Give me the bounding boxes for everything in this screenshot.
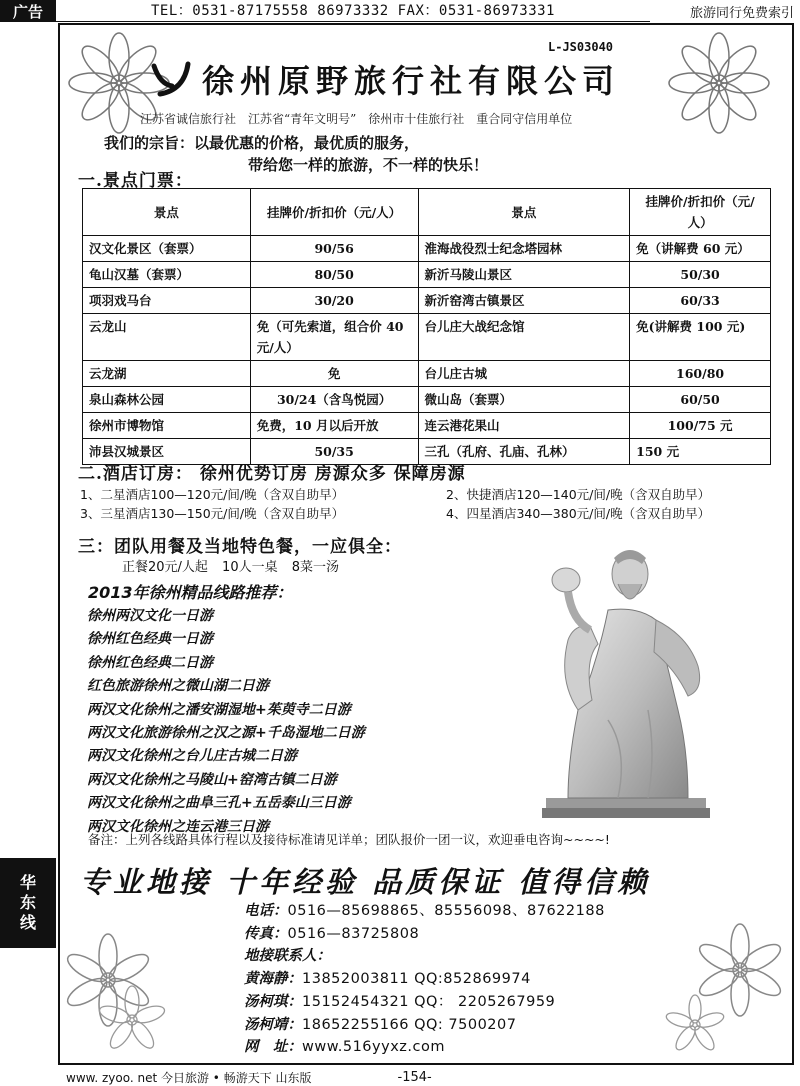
contact-phone (244, 900, 605, 923)
table-cell: 60/33 (630, 288, 771, 314)
table-cell: 徐州市博物馆 (83, 413, 251, 439)
list-item: 红色旅游徐州之微山湖二日游 (87, 678, 269, 695)
flower-icon (92, 980, 172, 1060)
list-item: 两汉文化徐州之马陵山+窑湾古镇二日游 (87, 771, 337, 788)
table-header-cell: 景点 (418, 189, 630, 236)
table-row (83, 236, 771, 262)
person-info: 13852003811 QQ:852869974 (302, 971, 531, 988)
table-cell: 台儿庄大战纪念馆 (418, 314, 630, 361)
side-tab-char: 线 (19, 913, 36, 932)
top-contact-info: TEL：0531-87175558 86973332 FAX：0531-86973331 (56, 0, 650, 22)
table-row (83, 314, 771, 361)
table-cell: 连云港花果山 (418, 413, 630, 439)
table-header-cell: 挂牌价/折扣价（元/人） (630, 189, 771, 236)
list-item: 徐州红色经典一日游 (87, 631, 213, 648)
list-item: 2、快捷酒店120—140元/间/晚（含双自助早） (446, 487, 711, 502)
table-row (83, 262, 771, 288)
company-honors: 江苏省诚信旅行社 江苏省“青年文明号” 徐州市十佳旅行社 重合同守信用单位 (140, 112, 573, 126)
section-title-tickets: 一.景点门票： (78, 171, 193, 191)
table-cell: 60/50 (630, 387, 771, 413)
side-tab-char: 华 (19, 873, 36, 892)
person-info: 15152454321 QQ： 2205267959 (302, 993, 556, 1010)
table-header-cell: 景点 (83, 189, 251, 236)
table-cell: 30/24（含鸟悦园） (250, 387, 418, 413)
ticket-price-table (82, 188, 771, 465)
table-cell: 160/80 (630, 361, 771, 387)
person-name: 汤柯琪： (244, 992, 302, 1010)
table-cell: 50/35 (250, 439, 418, 465)
table-cell: 项羽戏马台 (83, 288, 251, 314)
meals-detail: 正餐20元/人起 10人一桌 8菜一汤 (122, 560, 339, 575)
table-cell: 沛县汉城景区 (83, 439, 251, 465)
phone-value: 0516—85698865、85556098、87622188 (287, 903, 605, 919)
people-label: 地接联系人： (244, 947, 331, 965)
list-item: 两汉文化旅游徐州之汉之源+千岛湿地二日游 (87, 724, 365, 741)
table-cell: 汉文化景区（套票） (83, 236, 251, 262)
list-item: 两汉文化徐州之潘安湖湿地+茱萸寺二日游 (87, 701, 351, 718)
list-item: 徐州两汉文化一日游 (87, 608, 213, 624)
table-header-row (83, 189, 771, 236)
list-item: 1、二星酒店100—120元/间/晚（含双自助早） (80, 487, 345, 502)
table-cell: 免 (250, 361, 418, 387)
fax-value: 0516—83725808 (287, 925, 420, 942)
table-cell: 100/75 元 (630, 413, 771, 439)
table-cell: 微山岛（套票） (418, 387, 630, 413)
section-title-meals: 三：团队用餐及当地特色餐，一应俱全： (78, 537, 402, 557)
contact-person (244, 968, 605, 991)
table-cell: 台儿庄古城 (418, 361, 630, 387)
table-cell: 30/20 (250, 288, 418, 314)
route-list (87, 605, 365, 839)
contact-person (244, 1014, 605, 1037)
motto-line: 带给您一样的旅游，不一样的快乐！ (248, 156, 489, 174)
person-name: 黄海静： (244, 970, 302, 988)
table-cell: 免（可先索道，组合价 40 元/人） (250, 314, 418, 361)
person-name: 汤柯靖： (244, 1015, 302, 1033)
table-row (83, 361, 771, 387)
contact-fax (244, 923, 605, 946)
table-cell: 90/56 (250, 236, 418, 262)
web-link[interactable]: www.516yyxz.com (302, 1039, 445, 1056)
list-item: 3、三星酒店130—150元/间/晚（含双自助早） (80, 506, 345, 521)
motto-line: 我们的宗旨：以最优惠的价格，最优质的服务， (104, 134, 420, 152)
company-logo-icon (150, 60, 194, 98)
contact-web (244, 1036, 605, 1059)
table-row (83, 288, 771, 314)
table-row (83, 413, 771, 439)
flower-icon (664, 28, 774, 138)
fax-label: 传真： (244, 924, 288, 942)
flower-icon (660, 990, 730, 1060)
table-cell: 三孔（孔府、孔庙、孔林） (418, 439, 630, 465)
section-title-hotels: 二.酒店订房： 徐州优势订房 房源众多 保障房源 (78, 464, 466, 484)
person-info: 18652255166 QQ: 7500207 (302, 1016, 517, 1033)
top-bar (0, 0, 800, 22)
company-header (150, 56, 620, 102)
list-item: 两汉文化徐州之连云港三日游 (87, 818, 269, 835)
company-name: 徐州原野旅行社有限公司 (202, 62, 621, 100)
top-right-label: 旅游同行免费索引 (689, 5, 794, 21)
slogan: 专业地接 十年经验 品质保证 值得信赖 (80, 865, 651, 899)
list-item: 两汉文化徐州之曲阜三孔+五岳泰山三日游 (87, 795, 351, 812)
routes-note: 备注：上列各线路具体行程以及接待标准请见详单；团队报价一团一议，欢迎垂电咨询~~~~! (88, 832, 610, 847)
table-cell: 50/30 (630, 262, 771, 288)
table-cell: 新沂马陵山景区 (418, 262, 630, 288)
phone-label: 电话： (244, 902, 288, 919)
contact-people-label (244, 945, 605, 968)
table-cell: 云龙湖 (83, 361, 251, 387)
table-cell: 淮海战役烈士纪念塔园林 (418, 236, 630, 262)
list-item: 4、四星酒店340—380元/间/晚（含双自助早） (446, 506, 711, 521)
footer-publication: www. zyoo. net 今日旅游 • 畅游天下 山东版 (66, 1070, 312, 1085)
region-side-tab (0, 858, 56, 948)
page-footer (60, 1068, 800, 1086)
contact-block (244, 900, 605, 1059)
table-cell: 泉山森林公园 (83, 387, 251, 413)
table-row (83, 387, 771, 413)
side-tab-char: 东 (19, 893, 36, 912)
web-label: 网 址： (244, 1038, 302, 1056)
table-header-cell: 挂牌价/折扣价（元/人） (250, 189, 418, 236)
page-number: -154- (397, 1069, 432, 1085)
list-item: 徐州红色经典二日游 (87, 654, 213, 671)
list-item: 两汉文化徐州之台儿庄古城二日游 (87, 748, 297, 765)
statue-image (538, 540, 718, 820)
table-cell: 150 元 (630, 439, 771, 465)
ad-label: 广告 (0, 0, 56, 22)
table-cell: 80/50 (250, 262, 418, 288)
contact-person (244, 991, 605, 1014)
table-cell: 免费，10 月以后开放 (250, 413, 418, 439)
table-cell: 新沂窑湾古镇景区 (418, 288, 630, 314)
table-cell: 免（讲解费 60 元） (630, 236, 771, 262)
table-cell: 云龙山 (83, 314, 251, 361)
table-cell: 龟山汉墓（套票） (83, 262, 251, 288)
routes-title: 2013年徐州精品线路推荐： (88, 583, 293, 602)
license-number: L-JS03040 (548, 40, 614, 54)
table-cell: 免(讲解费 100 元) (630, 314, 771, 361)
